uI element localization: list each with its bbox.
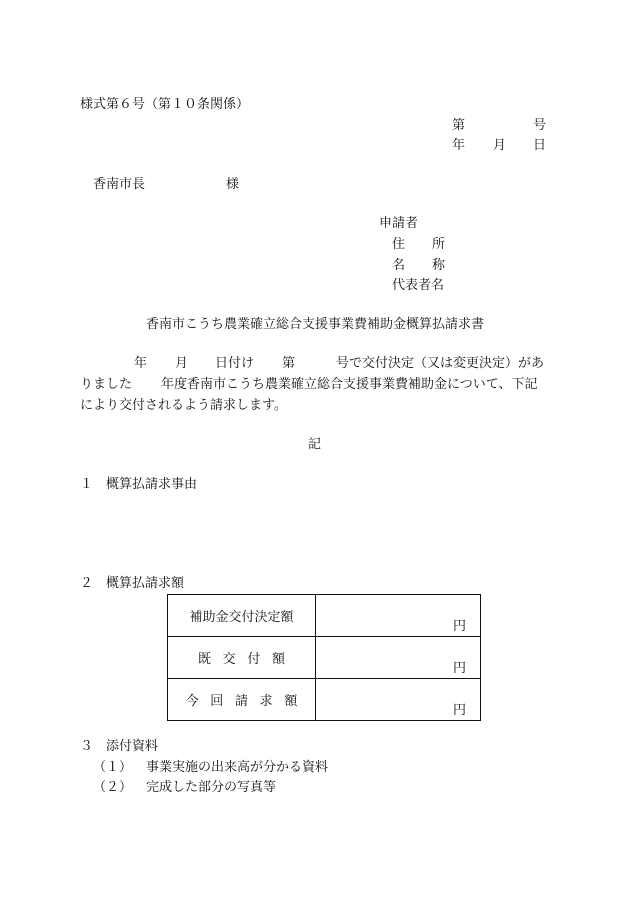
doc-number-prefix: 第	[452, 118, 466, 133]
section-3-label: 添付資料	[106, 739, 159, 754]
applicant-representative: 代表者名	[392, 278, 445, 293]
form-number: 様式第６号（第１０条関係）	[80, 97, 250, 112]
applicant-name-a: 名	[392, 258, 406, 273]
body-dai: 第	[282, 356, 296, 371]
table-row	[168, 595, 481, 637]
applicant-address-b: 所	[432, 237, 446, 252]
table-value-decided	[316, 595, 481, 637]
table-label-already	[168, 637, 316, 679]
body-dated: 日付け	[215, 356, 255, 371]
doc-number-suffix: 号	[533, 118, 547, 133]
section-3-number: ３	[80, 739, 94, 754]
table-row	[168, 637, 481, 679]
amount-table	[167, 594, 481, 721]
ki-label: 記	[308, 437, 322, 452]
yen-unit: 円	[452, 703, 466, 718]
body-month: 月	[175, 356, 189, 371]
document-title: 香南市こうち農業確立総合支援事業費補助金概算払請求書	[146, 317, 485, 332]
applicant-name-b: 称	[432, 258, 446, 273]
table-label-text: 補助金交付決定額	[189, 610, 294, 625]
section-1-label: 概算払請求事由	[106, 477, 198, 492]
attachment-2-number: （２）	[93, 780, 133, 795]
body-line3: により交付されるよう請求します。	[80, 398, 287, 413]
table-label-decided	[168, 595, 316, 637]
table-label-text: 今回請求額	[185, 694, 310, 709]
table-value-current	[316, 679, 481, 721]
yen-unit: 円	[452, 619, 466, 634]
applicant-address-a: 住	[392, 237, 406, 252]
attachment-1-text: 事業実施の出来高が分かる資料	[146, 760, 329, 775]
doc-date-month: 月	[493, 138, 507, 153]
applicant-title: 申請者	[379, 216, 419, 231]
table-row	[168, 679, 481, 721]
attachment-2-text: 完成した部分の写真等	[146, 780, 277, 795]
addressee-name: 香南市長	[93, 177, 146, 192]
body-line1-rest: 号で交付決定（又は変更決定）があ	[336, 356, 545, 371]
table-label-text: 既交付額	[197, 652, 297, 667]
section-2-number: ２	[80, 576, 94, 591]
body-line2-rest: 年度香南市こうち農業確立総合支援事業費補助金について、下記	[161, 377, 538, 392]
yen-unit: 円	[452, 661, 466, 676]
body-line2-start: りました	[80, 377, 133, 392]
table-value-already	[316, 637, 481, 679]
section-2-label: 概算払請求額	[106, 576, 185, 591]
doc-date-day: 日	[533, 138, 547, 153]
attachment-1-number: （１）	[93, 760, 133, 775]
body-year: 年	[134, 356, 148, 371]
addressee-honorific: 様	[226, 177, 240, 192]
section-1-number: １	[80, 477, 94, 492]
doc-date-year: 年	[452, 138, 466, 153]
table-label-current	[168, 679, 316, 721]
